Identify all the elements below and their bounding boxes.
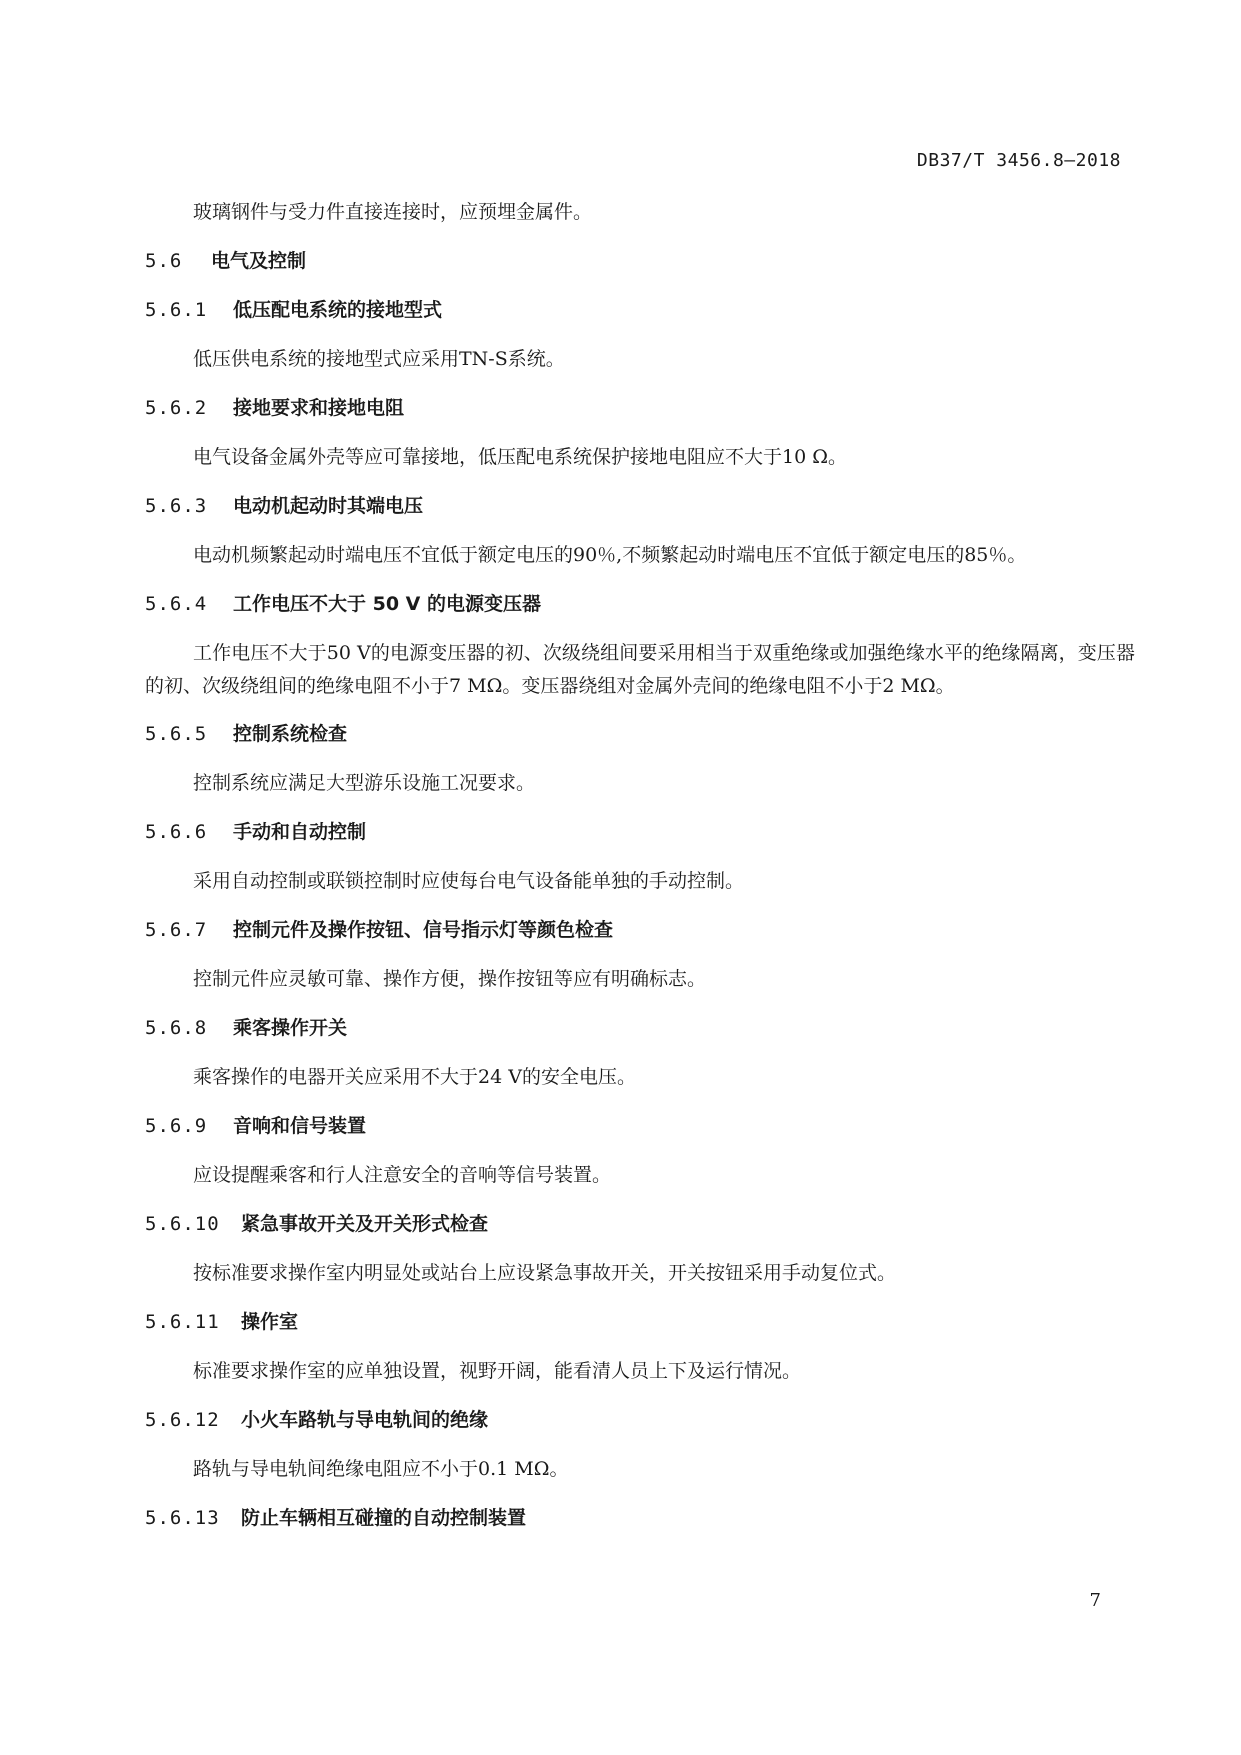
paragraph: 乘客操作的电器开关应采用不大于24 V的安全电压。: [193, 1066, 636, 1088]
section-number: 5.6.11: [145, 1311, 220, 1333]
paragraph: 控制元件应灵敏可靠、操作方便，操作按钮等应有明确标志。: [193, 968, 707, 990]
section-heading: [145, 245, 1135, 277]
section-heading: [145, 1110, 1135, 1142]
section-number: 5.6.3: [145, 495, 208, 517]
section-title: 小火车路轨与导电轨间的绝缘: [241, 1409, 489, 1431]
section-title: 电动机起动时其端电压: [233, 495, 424, 517]
paragraph: 工作电压不大于50 V的电源变压器的初、次级绕组间要采用相当于双重绝缘或加强绝缘水平的绝缘隔离，变压器的初、次级绕组间的绝缘电阻不小于7 MΩ。变压器绕组对金属外壳间的绝缘电阻不小于2 MΩ。: [145, 642, 1135, 697]
section-title: 紧急事故开关及开关形式检查: [241, 1213, 489, 1235]
section-heading: [145, 392, 1135, 424]
section-number: 5.6: [145, 250, 183, 272]
section-title: 手动和自动控制: [233, 821, 367, 843]
section-title: 接地要求和接地电阻: [233, 397, 405, 419]
section-number: 5.6.10: [145, 1213, 220, 1235]
paragraph: 采用自动控制或联锁控制时应使每台电气设备能单独的手动控制。: [193, 870, 745, 892]
section-number: 5.6.1: [145, 299, 208, 321]
section-number: 5.6.12: [145, 1409, 220, 1431]
section-number: 5.6.6: [145, 821, 208, 843]
section-heading: [145, 1404, 1135, 1436]
section-number: 5.6.7: [145, 919, 208, 941]
section-title: 控制系统检查: [233, 723, 348, 745]
section-heading: [145, 1502, 1135, 1534]
paragraph: 路轨与导电轨间绝缘电阻应不小于0.1 MΩ。: [193, 1458, 569, 1480]
section-heading: [145, 718, 1135, 750]
paragraph: 电气设备金属外壳等应可靠接地，低压配电系统保护接地电阻应不大于10 Ω。: [193, 446, 847, 468]
paragraph: 应设提醒乘客和行人注意安全的音响等信号装置。: [193, 1164, 612, 1186]
section-heading: [145, 490, 1135, 522]
section-number: 5.6.5: [145, 723, 208, 745]
section-title: 低压配电系统的接地型式: [233, 299, 443, 321]
document-body: [145, 196, 1135, 1551]
page-number: 7: [1089, 1590, 1101, 1611]
section-title: 音响和信号装置: [233, 1115, 367, 1137]
section-title: 操作室: [241, 1311, 299, 1333]
section-number: 5.6.4: [145, 593, 208, 615]
section-title: 电气及控制: [211, 250, 307, 272]
section-heading: [145, 588, 1135, 620]
paragraph: 控制系统应满足大型游乐设施工况要求。: [193, 772, 536, 794]
section-title: 工作电压不大于 50 V 的电源变压器: [233, 593, 541, 615]
section-number: 5.6.9: [145, 1115, 208, 1137]
section-number: 5.6.2: [145, 397, 208, 419]
section-title: 防止车辆相互碰撞的自动控制装置: [241, 1507, 527, 1529]
paragraph: 标准要求操作室的应单独设置，视野开阔，能看清人员上下及运行情况。: [193, 1360, 802, 1382]
section-number: 5.6.8: [145, 1017, 208, 1039]
document-code-header: DB37/T 3456.8—2018: [916, 150, 1121, 171]
section-heading: [145, 914, 1135, 946]
section-heading: [145, 1306, 1135, 1338]
paragraph: 低压供电系统的接地型式应采用TN-S系统。: [193, 348, 565, 370]
section-heading: [145, 294, 1135, 326]
paragraph: 按标准要求操作室内明显处或站台上应设紧急事故开关，开关按钮采用手动复位式。: [193, 1262, 897, 1284]
section-heading: [145, 816, 1135, 848]
paragraph: 电动机频繁起动时端电压不宜低于额定电压的90％,不频繁起动时端电压不宜低于额定电压的85％。: [193, 544, 1027, 566]
section-title: 控制元件及操作按钮、信号指示灯等颜色检查: [233, 919, 614, 941]
section-heading: [145, 1012, 1135, 1044]
section-number: 5.6.13: [145, 1507, 220, 1529]
section-heading: [145, 1208, 1135, 1240]
paragraph: 玻璃钢件与受力件直接连接时，应预埋金属件。: [193, 201, 593, 223]
section-title: 乘客操作开关: [233, 1017, 348, 1039]
